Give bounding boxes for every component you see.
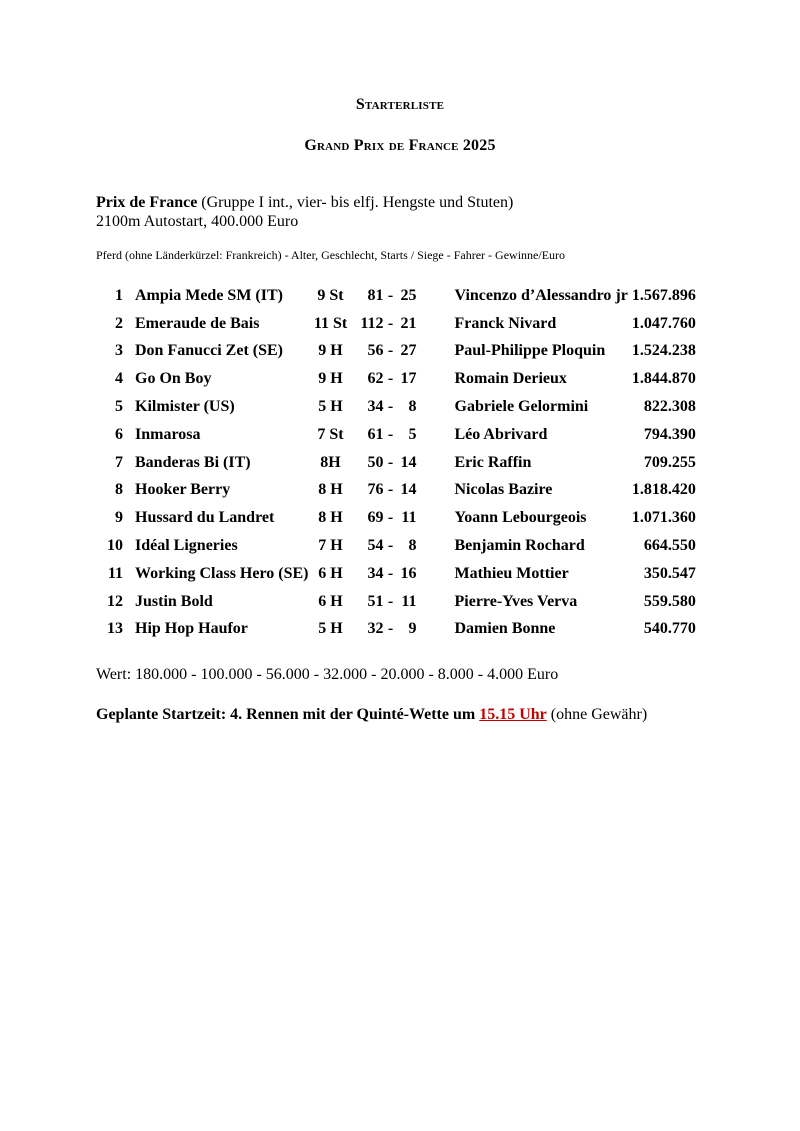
start-time-link[interactable]: 15.15 Uhr bbox=[479, 706, 547, 723]
starter-earnings: 350.547 bbox=[643, 564, 696, 582]
horse-name: Don Fanucci Zet (SE) bbox=[135, 342, 283, 360]
starter-row bbox=[96, 588, 696, 616]
starter-starts: 62 bbox=[367, 370, 384, 388]
starter-number: 13 bbox=[107, 620, 123, 638]
starter-row bbox=[96, 282, 696, 310]
starters-table bbox=[96, 282, 696, 643]
starter-horse bbox=[123, 504, 309, 532]
starter-driver bbox=[433, 338, 628, 366]
starters-table-body bbox=[96, 282, 696, 643]
starter-driver bbox=[433, 310, 628, 338]
starter-earnings: 1.818.420 bbox=[631, 481, 696, 499]
starter-age-sex: 8H bbox=[320, 453, 341, 471]
starts-wins-separator: - bbox=[387, 286, 394, 304]
starter-starts: 81 bbox=[367, 286, 384, 304]
starter-row bbox=[96, 338, 696, 366]
starter-horse bbox=[123, 532, 309, 560]
starter-age-sex: 6 H bbox=[318, 592, 343, 610]
driver-name: Vincenzo d’Alessandro jr bbox=[454, 286, 628, 304]
driver-name: Damien Bonne bbox=[454, 620, 556, 638]
starter-number: 10 bbox=[107, 537, 123, 555]
starter-wins: 14 bbox=[400, 453, 417, 471]
starter-starts-wins bbox=[353, 282, 433, 310]
starter-age-sex: 11 St bbox=[313, 314, 348, 332]
driver-name: Benjamin Rochard bbox=[454, 537, 585, 555]
starter-number: 5 bbox=[115, 398, 123, 416]
starter-horse bbox=[123, 365, 309, 393]
horse-name: Hip Hop Haufor bbox=[135, 620, 248, 638]
starter-row bbox=[96, 560, 696, 588]
starter-starts: 34 bbox=[367, 564, 384, 582]
starter-driver bbox=[433, 393, 628, 421]
starter-age-sex: 6 H bbox=[318, 564, 343, 582]
race-info bbox=[96, 193, 513, 231]
starter-earnings: 664.550 bbox=[643, 537, 696, 555]
driver-name: Franck Nivard bbox=[454, 314, 557, 332]
horse-name: Working Class Hero (SE) bbox=[135, 564, 309, 582]
starter-starts-wins bbox=[353, 338, 433, 366]
starter-number: 8 bbox=[115, 481, 123, 499]
driver-name: Gabriele Gelormini bbox=[454, 398, 589, 416]
starter-starts-wins bbox=[353, 588, 433, 616]
starts-wins-separator: - bbox=[387, 370, 394, 388]
starter-row bbox=[96, 616, 696, 644]
starts-wins-separator: - bbox=[387, 481, 394, 499]
starter-wins: 8 bbox=[408, 398, 417, 416]
starter-earnings: 794.390 bbox=[643, 425, 696, 443]
starts-wins-separator: - bbox=[387, 592, 394, 610]
horse-name: Justin Bold bbox=[135, 592, 213, 610]
starter-age-sex: 9 St bbox=[317, 286, 344, 304]
starter-earnings: 559.580 bbox=[643, 592, 696, 610]
starter-number: 1 bbox=[115, 286, 123, 304]
race-class-info: (Gruppe I int., vier- bis elfj. Hengste und Stuten) bbox=[197, 194, 514, 211]
starter-starts: 54 bbox=[367, 537, 384, 555]
starter-driver bbox=[433, 588, 628, 616]
starter-starts: 76 bbox=[367, 481, 384, 499]
starter-earnings: 709.255 bbox=[643, 453, 696, 471]
horse-name: Kilmister (US) bbox=[135, 398, 235, 416]
starter-row bbox=[96, 421, 696, 449]
starter-wins: 25 bbox=[400, 286, 417, 304]
horse-name: Inmarosa bbox=[135, 425, 201, 443]
starter-row bbox=[96, 532, 696, 560]
starter-wins: 8 bbox=[408, 537, 417, 555]
starter-earnings: 822.308 bbox=[643, 398, 696, 416]
starter-number: 12 bbox=[107, 592, 123, 610]
driver-name: Eric Raffin bbox=[454, 453, 532, 471]
starter-driver bbox=[433, 421, 628, 449]
starter-wins: 5 bbox=[408, 425, 417, 443]
starts-wins-separator: - bbox=[387, 398, 394, 416]
starter-horse bbox=[123, 282, 309, 310]
driver-name: Mathieu Mottier bbox=[454, 564, 569, 582]
starter-driver bbox=[433, 616, 628, 644]
starter-driver bbox=[433, 449, 628, 477]
starter-number: 9 bbox=[115, 509, 123, 527]
starter-earnings: 540.770 bbox=[643, 620, 696, 638]
horse-name: Ampia Mede SM (IT) bbox=[135, 286, 283, 304]
starter-number: 11 bbox=[107, 564, 123, 582]
driver-name: Yoann Lebourgeois bbox=[454, 509, 587, 527]
driver-name: Paul-Philippe Ploquin bbox=[454, 342, 606, 360]
starter-horse bbox=[123, 421, 309, 449]
starter-horse bbox=[123, 477, 309, 505]
starter-driver bbox=[433, 532, 628, 560]
starter-number: 3 bbox=[115, 342, 123, 360]
horse-name: Banderas Bi (IT) bbox=[135, 453, 251, 471]
starter-wins: 21 bbox=[400, 314, 417, 332]
starter-starts: 51 bbox=[367, 592, 384, 610]
starter-age-sex: 9 H bbox=[318, 342, 343, 360]
starter-starts: 56 bbox=[367, 342, 384, 360]
starter-starts: 61 bbox=[367, 425, 384, 443]
horse-name: Hooker Berry bbox=[135, 481, 231, 499]
starter-row bbox=[96, 393, 696, 421]
driver-name: Léo Abrivard bbox=[454, 425, 548, 443]
starter-starts-wins bbox=[353, 365, 433, 393]
horse-name: Idéal Ligneries bbox=[135, 537, 238, 555]
starter-starts: 34 bbox=[367, 398, 384, 416]
driver-name: Nicolas Bazire bbox=[454, 481, 553, 499]
starter-number: 6 bbox=[115, 425, 123, 443]
horse-name: Emeraude de Bais bbox=[135, 314, 260, 332]
starts-wins-separator: - bbox=[387, 342, 394, 360]
starter-row bbox=[96, 477, 696, 505]
starter-number: 7 bbox=[115, 453, 123, 471]
starter-horse bbox=[123, 616, 309, 644]
starter-earnings: 1.071.360 bbox=[631, 509, 696, 527]
starter-horse bbox=[123, 393, 309, 421]
start-time-note: (ohne Gewähr) bbox=[546, 706, 648, 723]
starter-wins: 11 bbox=[401, 592, 417, 610]
starter-starts-wins bbox=[353, 421, 433, 449]
starts-wins-separator: - bbox=[387, 425, 394, 443]
starter-wins: 9 bbox=[408, 620, 417, 638]
driver-name: Pierre-Yves Verva bbox=[454, 592, 578, 610]
starter-row bbox=[96, 504, 696, 532]
starter-row bbox=[96, 365, 696, 393]
starter-starts-wins bbox=[353, 393, 433, 421]
starter-starts: 69 bbox=[367, 509, 384, 527]
starter-number: 4 bbox=[115, 370, 123, 388]
starter-driver bbox=[433, 365, 628, 393]
starter-earnings: 1.844.870 bbox=[631, 370, 696, 388]
starter-wins: 11 bbox=[401, 509, 417, 527]
starts-wins-separator: - bbox=[387, 564, 394, 582]
starter-age-sex: 5 H bbox=[318, 620, 343, 638]
starter-starts: 112 bbox=[360, 314, 384, 332]
starter-age-sex: 8 H bbox=[318, 481, 343, 499]
starter-starts-wins bbox=[353, 532, 433, 560]
starter-earnings: 1.524.238 bbox=[631, 342, 696, 360]
starter-age-sex: 9 H bbox=[318, 370, 343, 388]
starter-horse bbox=[123, 449, 309, 477]
starter-driver bbox=[433, 282, 628, 310]
starter-wins: 17 bbox=[400, 370, 417, 388]
starts-wins-separator: - bbox=[387, 620, 394, 638]
starter-wins: 14 bbox=[400, 481, 417, 499]
starter-horse bbox=[123, 560, 309, 588]
starter-wins: 27 bbox=[400, 342, 417, 360]
document-title: Starterliste bbox=[355, 96, 445, 113]
starter-earnings: 1.567.896 bbox=[631, 286, 696, 304]
race-details: 2100m Autostart, 400.000 Euro bbox=[96, 213, 299, 230]
horse-name: Go On Boy bbox=[135, 370, 212, 388]
starter-earnings: 1.047.760 bbox=[631, 314, 696, 332]
start-time-line bbox=[96, 706, 647, 724]
starter-number: 2 bbox=[115, 314, 123, 332]
starter-wins: 16 bbox=[400, 564, 417, 582]
starter-age-sex: 7 St bbox=[317, 425, 344, 443]
starter-horse bbox=[123, 588, 309, 616]
starter-row bbox=[96, 449, 696, 477]
document-subtitle: Grand Prix de France 2025 bbox=[304, 137, 496, 154]
starter-starts-wins bbox=[353, 477, 433, 505]
starter-age-sex: 7 H bbox=[318, 537, 343, 555]
starter-horse bbox=[123, 310, 309, 338]
driver-name: Romain Derieux bbox=[454, 370, 567, 388]
starter-horse bbox=[123, 338, 309, 366]
starter-starts-wins bbox=[353, 310, 433, 338]
starter-starts-wins bbox=[353, 449, 433, 477]
starts-wins-separator: - bbox=[387, 453, 394, 471]
starter-driver bbox=[433, 504, 628, 532]
column-legend: Pferd (ohne Länderkürzel: Frankreich) - Alter, Geschlecht, Starts / Siege - Fahrer - Gewinne/Euro bbox=[96, 248, 566, 262]
starts-wins-separator: - bbox=[387, 314, 394, 332]
starter-age-sex: 8 H bbox=[318, 509, 343, 527]
prize-breakdown: Wert: 180.000 - 100.000 - 56.000 - 32.000 - 20.000 - 8.000 - 4.000 Euro bbox=[96, 666, 559, 683]
horse-name: Hussard du Landret bbox=[135, 509, 275, 527]
starts-wins-separator: - bbox=[387, 509, 394, 527]
starter-row bbox=[96, 310, 696, 338]
starter-starts-wins bbox=[353, 504, 433, 532]
starter-age-sex: 5 H bbox=[318, 398, 343, 416]
race-heading bbox=[96, 193, 513, 212]
starter-driver bbox=[433, 560, 628, 588]
starter-starts: 32 bbox=[367, 620, 384, 638]
starter-starts-wins bbox=[353, 560, 433, 588]
starter-driver bbox=[433, 477, 628, 505]
starts-wins-separator: - bbox=[387, 537, 394, 555]
starter-starts-wins bbox=[353, 616, 433, 644]
starter-starts: 50 bbox=[367, 453, 384, 471]
start-time-label: Geplante Startzeit: 4. Rennen mit der Quinté-Wette um bbox=[96, 706, 480, 723]
race-name: Prix de France bbox=[96, 194, 198, 211]
